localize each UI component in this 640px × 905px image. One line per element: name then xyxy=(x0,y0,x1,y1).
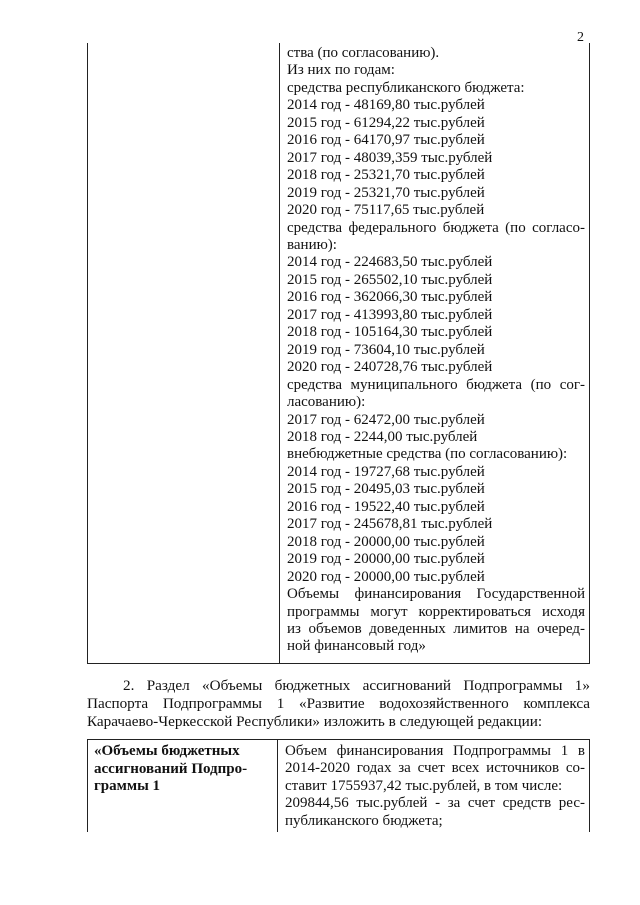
text-line: 2016 год - 19522,40 тыс.рублей xyxy=(287,498,485,515)
paragraph-line: Карачаево-Черкесской Республики» изложить в следующей редакции: xyxy=(87,713,543,731)
text-line: 209844,56 тыс.рублей - за счет средств рес- xyxy=(285,795,585,812)
paragraph-line: 2. Раздел «Объемы бюджетных ассигнований Подпрограммы 1» xyxy=(123,677,590,694)
text-line: 2017 год - 245678,81 тыс.рублей xyxy=(287,516,493,533)
text-line: ства (по согласованию). xyxy=(287,45,440,61)
text-line: Объемы финансирования Государственной xyxy=(287,586,585,603)
column-divider xyxy=(279,43,280,663)
text-line: 2020 год - 20000,00 тыс.рублей xyxy=(287,568,485,585)
text-line: Объем финансирования Подпрограммы 1 в xyxy=(285,743,585,759)
paragraph-line: Паспорта Подпрограммы 1 «Развитие водохозяйственного комплекса xyxy=(87,695,590,713)
title-line: ассигнований Подпро- xyxy=(94,760,248,777)
text-line: 2018 год - 25321,70 тыс.рублей xyxy=(287,167,485,184)
text-line: 2020 год - 240728,76 тыс.рублей xyxy=(287,359,493,376)
page-number: 2 xyxy=(577,30,584,45)
column-divider xyxy=(277,740,278,832)
text-line: 2014 год - 19727,68 тыс.рублей xyxy=(287,463,485,480)
title-line: граммы 1 xyxy=(94,778,161,794)
text-line: из объемов доведенных лимитов на очеред- xyxy=(287,620,585,637)
text-line: 2018 год - 2244,00 тыс.рублей xyxy=(287,428,478,445)
text-line: 2014-2020 годах за счет всех источников со- xyxy=(285,760,585,777)
text-line: ласованию): xyxy=(287,394,366,411)
text-line: средства муниципального бюджета (по сог- xyxy=(287,376,585,393)
text-line: 2017 год - 413993,80 тыс.рублей xyxy=(287,306,493,323)
amendment-paragraph xyxy=(87,677,590,732)
text-line: 2014 год - 224683,50 тыс.рублей xyxy=(287,254,493,271)
text-line: 2016 год - 362066,30 тыс.рублей xyxy=(287,289,493,306)
title-line: «Объемы бюджетных xyxy=(94,743,240,759)
funding-details-cell xyxy=(287,45,585,656)
text-line: программы могут корректироваться исходя xyxy=(287,603,585,620)
text-line: Из них по годам: xyxy=(287,62,395,79)
text-line: 2015 год - 265502,10 тыс.рублей xyxy=(287,271,493,288)
text-line: средства республиканского бюджета: xyxy=(287,79,525,96)
text-line: ной финансовый год» xyxy=(287,638,426,655)
text-line: публиканского бюджета; xyxy=(285,812,443,829)
text-line: 2015 год - 20495,03 тыс.рублей xyxy=(287,481,485,498)
text-line: 2019 год - 73604,10 тыс.рублей xyxy=(287,341,485,358)
text-line: 2018 год - 105164,30 тыс.рублей xyxy=(287,324,493,341)
text-line: 2017 год - 62472,00 тыс.рублей xyxy=(287,411,485,428)
subprogram-funding-table xyxy=(87,739,590,832)
text-line: 2017 год - 48039,359 тыс.рублей xyxy=(287,149,493,166)
text-line: 2019 год - 25321,70 тыс.рублей xyxy=(287,184,485,201)
text-line: ванию): xyxy=(287,236,337,253)
text-line: 2019 год - 20000,00 тыс.рублей xyxy=(287,551,485,568)
text-line: ставит 1755937,42 тыс.рублей, в том числе: xyxy=(285,777,563,794)
text-line: средства федерального бюджета (по согласо- xyxy=(287,219,585,236)
funding-table-continued xyxy=(87,43,590,664)
section-title-cell xyxy=(94,743,272,796)
text-line: 2018 год - 20000,00 тыс.рублей xyxy=(287,533,485,550)
text-line: внебюджетные средства (по согласованию): xyxy=(287,446,568,463)
text-line: 2016 год - 64170,97 тыс.рублей xyxy=(287,132,485,149)
text-line: 2014 год - 48169,80 тыс.рублей xyxy=(287,97,485,114)
text-line: 2015 год - 61294,22 тыс.рублей xyxy=(287,114,485,131)
text-line: 2020 год - 75117,65 тыс.рублей xyxy=(287,202,485,219)
section-content-cell xyxy=(285,743,585,830)
